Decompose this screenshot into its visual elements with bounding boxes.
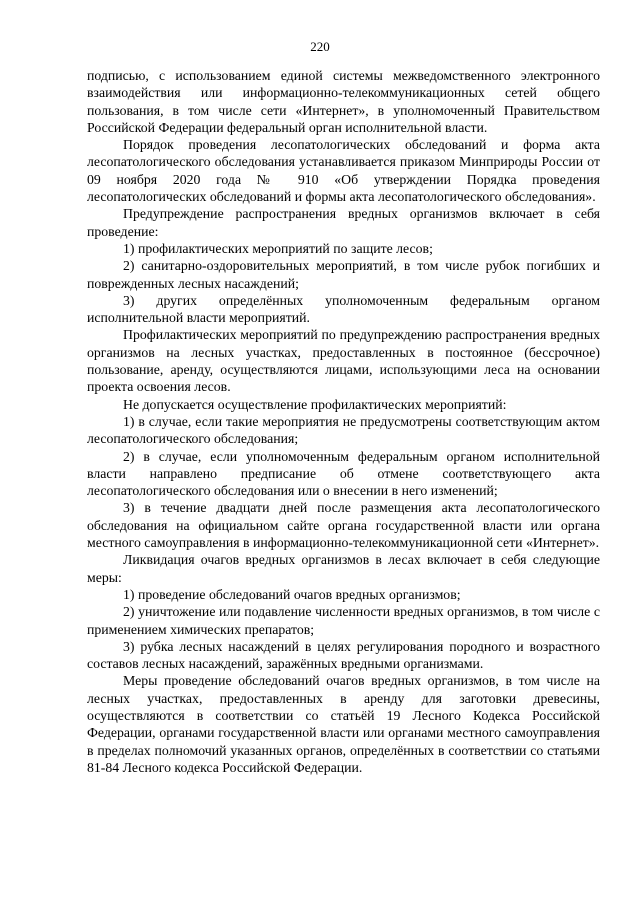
paragraph: Профилактических мероприятий по предупреждению распространения вредных организмов на лесных участках, предоставленных в постоянное (бессрочное) пользование, аренду, осуществляются лицами, использующими леса на основании проекта освоения лесов. bbox=[87, 327, 600, 395]
list-item: 1) профилактических мероприятий по защите лесов; bbox=[123, 240, 433, 256]
list-item: 3) других определённых уполномоченным федеральным органом исполнительной власти мероприятий. bbox=[87, 292, 600, 326]
list-item: 2) санитарно-оздоровительных мероприятий, в том числе рубок погибших и поврежденных лесных насаждений; bbox=[87, 258, 600, 291]
list-item: 2) в случае, если уполномоченным федеральным органом исполнительной власти направлено предписание об отмене соответствующего акта лесопатологического обследования или о внесении в него изменений; bbox=[87, 448, 600, 499]
paragraph: Ликвидация очагов вредных организмов в лесах включает в себя следующие меры: bbox=[87, 552, 600, 585]
paragraph-continuation: подписью, с использованием единой системы межведомственного электронного взаимодействия или информационно-телекоммуникационных сетей общего пользования, в том числе сети «Интернет», в уполномоченный Правительством Российской Федерации федеральный орган исполнительной власти. bbox=[87, 68, 600, 135]
list-item: 1) проведение обследований очагов вредных организмов; bbox=[123, 586, 461, 602]
body-text bbox=[87, 67, 600, 776]
paragraph: Не допускается осуществление профилактических мероприятий: bbox=[123, 396, 507, 412]
list-item: 1) в случае, если такие мероприятия не предусмотрены соответствующим актом лесопатологического обследования; bbox=[87, 413, 600, 447]
list-item: 3) в течение двадцати дней после размещения акта лесопатологического обследования на официальном сайте органа государственной власти или органа местного самоуправления в информационно-телекоммуникационной сети «Интернет». bbox=[87, 500, 600, 551]
paragraph: Предупреждение распространения вредных организмов включает в себя проведение: bbox=[87, 206, 600, 239]
list-item: 3) рубка лесных насаждений в целях регулирования породного и возрастного составов лесных насаждений, заражённых вредными организмами. bbox=[87, 638, 600, 672]
list-item: 2) уничтожение или подавление численности вредных организмов, в том числе с применением химических препаратов; bbox=[87, 604, 600, 637]
page-number: 220 bbox=[310, 39, 330, 54]
paragraph: Порядок проведения лесопатологических обследований и форма акта лесопатологического обследования устанавливается приказом Минприроды России от 09 ноября 2020 года № 910 «Об утверждении Порядка проведения лесопатологических обследований и формы акта лесопатологического обследования». bbox=[87, 137, 600, 205]
paragraph: Меры проведение обследований очагов вредных организмов, в том числе на лесных участках, предоставленных в аренду для заготовки древесины, осуществляются в соответствии со статьёй 19 Лесного Кодекса Российской Федерации, органами государственной власти или органами местного самоуправления в пределах полномочий указанных органов, определённых в соответствии со статьями 81-84 Лесного кодекса Российской Федерации. bbox=[87, 673, 600, 775]
